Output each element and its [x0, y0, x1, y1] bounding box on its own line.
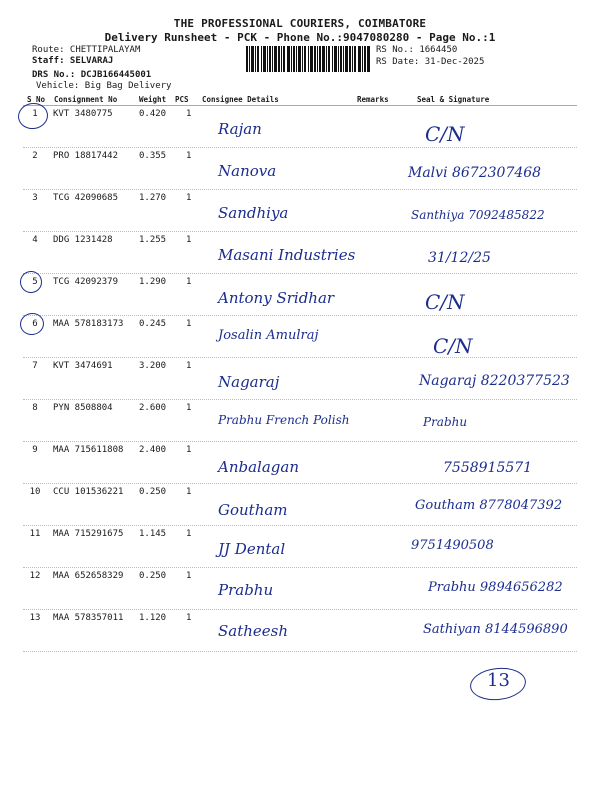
signature: C/N: [425, 122, 465, 146]
row-pcs: 1: [186, 445, 192, 455]
row-pcs: 1: [186, 109, 192, 119]
runsheet-subtitle: Delivery Runsheet - PCK - Phone No.:9047080280 - Page No.:1: [104, 31, 496, 44]
table-row: [23, 232, 577, 274]
table-row: [23, 610, 577, 660]
row-pcs: 1: [186, 571, 192, 581]
consignee-name: Josalin Amulraj: [218, 328, 319, 343]
signature: Malvi 8672307468: [408, 165, 542, 181]
row-consignment: MAA 715611808: [53, 445, 124, 455]
row-sno: 5: [32, 277, 38, 287]
consignee-name: Prabhu: [218, 581, 274, 599]
row-weight: 1.270: [139, 193, 167, 203]
signature: Nagaraj 8220377523: [419, 373, 570, 389]
row-weight: 0.420: [139, 109, 167, 119]
row-weight: 2.400: [139, 445, 167, 455]
row-consignment: PYN 8508804: [53, 403, 113, 413]
col-weight: Weight: [139, 95, 167, 104]
table-row: [23, 190, 577, 232]
rs-number: RS No.: 1664450: [376, 45, 458, 55]
signature: Goutham 8778047392: [415, 498, 563, 513]
signature: C/N: [433, 334, 473, 358]
consignee-name: Goutham: [218, 501, 288, 519]
consignee-name: Antony Sridhar: [218, 289, 335, 307]
consignee-name: Nanova: [218, 162, 277, 180]
consignee-name: Sandhiya: [218, 204, 289, 222]
row-weight: 1.145: [139, 529, 167, 539]
table-row: [23, 484, 577, 526]
row-consignment: TCG 42092379: [53, 277, 119, 287]
signature: Santhiya 7092485822: [411, 208, 545, 222]
vehicle-label: Vehicle: Big Bag Delivery: [36, 81, 172, 91]
table-row: [23, 442, 577, 484]
col-consignee: Consignee Details: [202, 95, 279, 104]
row-pcs: 1: [186, 361, 192, 371]
row-sno: 7: [32, 361, 38, 371]
row-consignment: TCG 42090685: [53, 193, 119, 203]
row-pcs: 1: [186, 319, 192, 329]
signature: Sathiyan 8144596890: [423, 622, 568, 637]
col-sno: S No: [27, 95, 46, 104]
staff-label: Staff: SELVARAJ: [32, 56, 114, 66]
rs-date: RS Date: 31-Dec-2025: [376, 57, 485, 67]
table-row: [23, 568, 577, 610]
company-title: THE PROFESSIONAL COURIERS, COIMBATORE: [173, 17, 427, 30]
signature: Prabhu: [423, 415, 468, 429]
signature: C/N: [425, 290, 465, 314]
row-sno: 13: [29, 613, 41, 623]
row-sno: 1: [32, 109, 38, 119]
table-row: [23, 106, 577, 148]
row-weight: 1.255: [139, 235, 167, 245]
row-pcs: 1: [186, 235, 192, 245]
row-weight: 3.200: [139, 361, 167, 371]
col-consignment: Consignment No: [54, 95, 118, 104]
row-weight: 0.355: [139, 151, 167, 161]
col-pcs: PCS: [175, 95, 189, 104]
row-pcs: 1: [186, 529, 192, 539]
table-row: [23, 274, 577, 316]
row-weight: 0.245: [139, 319, 167, 329]
consignee-name: Nagaraj: [218, 373, 280, 391]
row-sno: 11: [29, 529, 41, 539]
table-row: [23, 358, 577, 400]
row-sno: 12: [29, 571, 41, 581]
consignee-name: Satheesh: [218, 622, 289, 640]
barcode: [246, 46, 370, 72]
row-sno: 8: [32, 403, 38, 413]
row-consignment: CCU 101536221: [53, 487, 124, 497]
consignee-name: Prabhu French Polish: [218, 413, 350, 427]
row-weight: 0.250: [139, 487, 167, 497]
table-row: [23, 316, 577, 358]
row-sno: 2: [32, 151, 38, 161]
row-consignment: MAA 578357011: [53, 613, 124, 623]
table-row: [23, 148, 577, 190]
col-remarks: Remarks: [357, 95, 389, 104]
row-consignment: MAA 715291675: [53, 529, 124, 539]
consignee-name: JJ Dental: [218, 540, 286, 558]
signature: 31/12/25: [428, 250, 491, 266]
row-sno: 6: [32, 319, 38, 329]
col-seal-signature: Seal & Signature: [417, 95, 490, 104]
row-weight: 1.120: [139, 613, 167, 623]
row-weight: 0.250: [139, 571, 167, 581]
row-sno: 3: [32, 193, 38, 203]
row-consignment: DDG 1231428: [53, 235, 113, 245]
signature: 7558915571: [443, 460, 533, 476]
row-pcs: 1: [186, 403, 192, 413]
table-row: [23, 526, 577, 568]
consignee-name: Rajan: [218, 120, 262, 138]
row-sno: 9: [32, 445, 38, 455]
row-weight: 2.600: [139, 403, 167, 413]
row-consignment: PRO 18817442: [53, 151, 119, 161]
row-pcs: 1: [186, 151, 192, 161]
table-row: [23, 400, 577, 442]
signature: 9751490508: [411, 538, 494, 553]
page-count-mark: 13: [487, 670, 510, 691]
consignee-name: Masani Industries: [218, 246, 356, 264]
row-pcs: 1: [186, 193, 192, 203]
row-consignment: MAA 578183173: [53, 319, 124, 329]
row-weight: 1.290: [139, 277, 167, 287]
row-sno: 4: [32, 235, 38, 245]
row-sno: 10: [29, 487, 41, 497]
row-pcs: 1: [186, 277, 192, 287]
row-pcs: 1: [186, 613, 192, 623]
row-consignment: MAA 652658329: [53, 571, 124, 581]
signature: Prabhu 9894656282: [428, 580, 563, 595]
route-label: Route: CHETTIPALAYAM: [32, 45, 141, 55]
row-consignment: KVT 3480775: [53, 109, 113, 119]
row-consignment: KVT 3474691: [53, 361, 113, 371]
consignee-name: Anbalagan: [218, 458, 299, 476]
drs-label: DRS No.: DCJB166445001: [32, 70, 152, 80]
row-pcs: 1: [186, 487, 192, 497]
